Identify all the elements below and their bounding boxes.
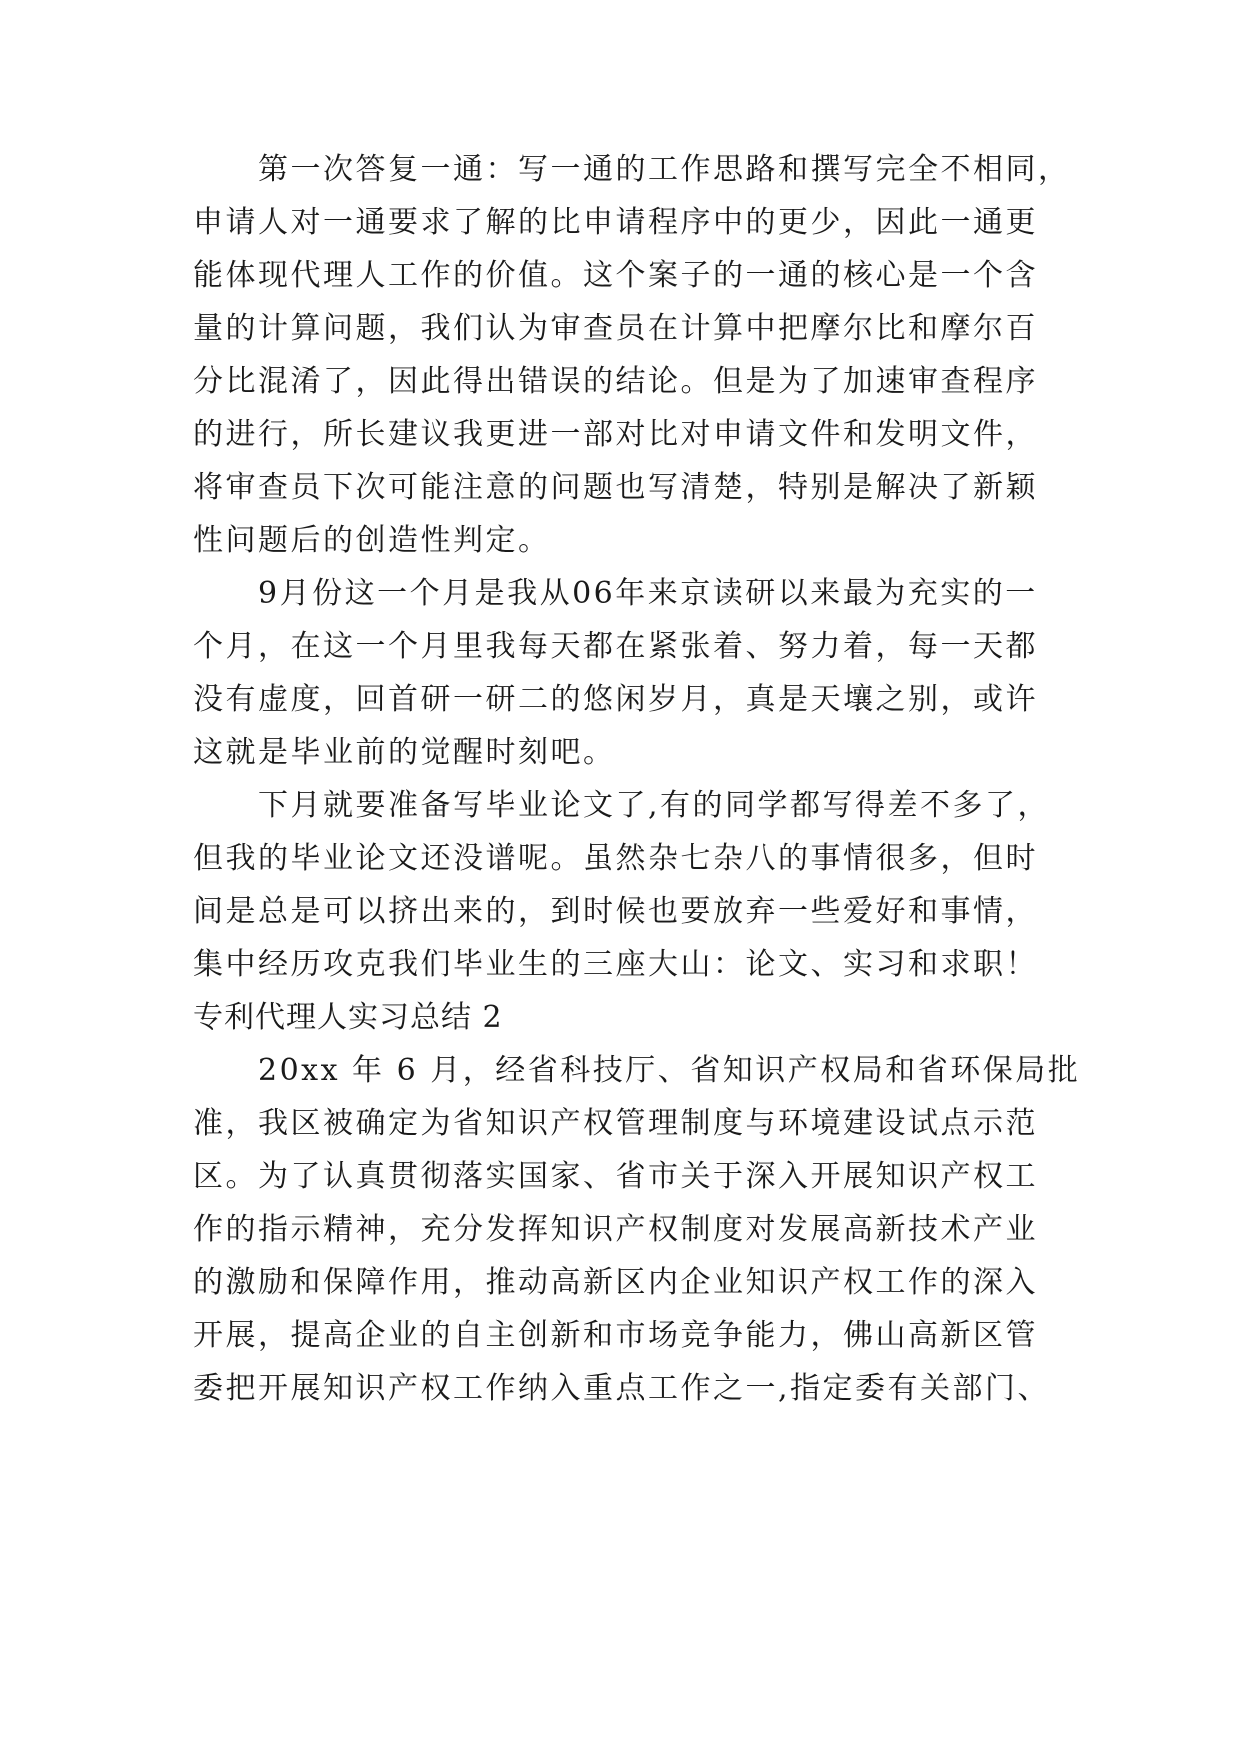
paragraph-line: 作的指示精神，充分发挥知识产权制度对发展高新技术产业	[193, 1212, 1038, 1247]
paragraph-line: 将审查员下次可能注意的问题也写清楚，特别是解决了新颖	[193, 470, 1038, 505]
paragraph-line: 申请人对一通要求了解的比申请程序中的更少，因此一通更	[193, 205, 1038, 240]
section-heading: 专利代理人实习总结 2	[193, 1000, 503, 1035]
paragraph-line: 这就是毕业前的觉醒时刻吧。	[193, 735, 616, 770]
paragraph-line: 委把开展知识产权工作纳入重点工作之一,指定委有关部门、	[193, 1371, 1051, 1406]
paragraph-line: 区。为了认真贯彻落实国家、省市关于深入开展知识产权工	[193, 1159, 1038, 1194]
paragraph-line: 没有虚度，回首研一研二的悠闲岁月，真是天壤之别，或许	[193, 682, 1038, 717]
paragraph-line: 分比混淆了，因此得出错误的结论。但是为了加速审查程序	[193, 364, 1038, 399]
paragraph-line: 个月，在这一个月里我每天都在紧张着、努力着，每一天都	[193, 629, 1038, 664]
paragraph-line: 下月就要准备写毕业论文了,有的同学都写得差不多了，	[258, 788, 1051, 823]
paragraph-line: 开展，提高企业的自主创新和市场竞争能力，佛山高新区管	[193, 1318, 1038, 1353]
paragraph-line: 20xx 年 6 月，经省科技厅、省知识产权局和省环保局批	[258, 1053, 1081, 1088]
paragraph-line: 能体现代理人工作的价值。这个案子的一通的核心是一个含	[193, 258, 1038, 293]
paragraph-line: 第一次答复一通：写一通的工作思路和撰写完全不相同，	[258, 152, 1071, 187]
paragraph-line: 集中经历攻克我们毕业生的三座大山：论文、实习和求职！	[193, 947, 1038, 982]
paragraph-line: 9月份这一个月是我从06年来京读研以来最为充实的一	[258, 576, 1038, 611]
paragraph-line: 间是总是可以挤出来的，到时候也要放弃一些爱好和事情，	[193, 894, 1038, 929]
paragraph-line: 的进行，所长建议我更进一部对比对申请文件和发明文件，	[193, 417, 1038, 452]
paragraph-line: 但我的毕业论文还没谱呢。虽然杂七杂八的事情很多，但时	[193, 841, 1038, 876]
paragraph-line: 性问题后的创造性判定。	[193, 523, 551, 558]
paragraph-line: 准，我区被确定为省知识产权管理制度与环境建设试点示范	[193, 1106, 1038, 1141]
paragraph-line: 量的计算问题，我们认为审查员在计算中把摩尔比和摩尔百	[193, 311, 1038, 346]
paragraph-line: 的激励和保障作用，推动高新区内企业知识产权工作的深入	[193, 1265, 1038, 1300]
